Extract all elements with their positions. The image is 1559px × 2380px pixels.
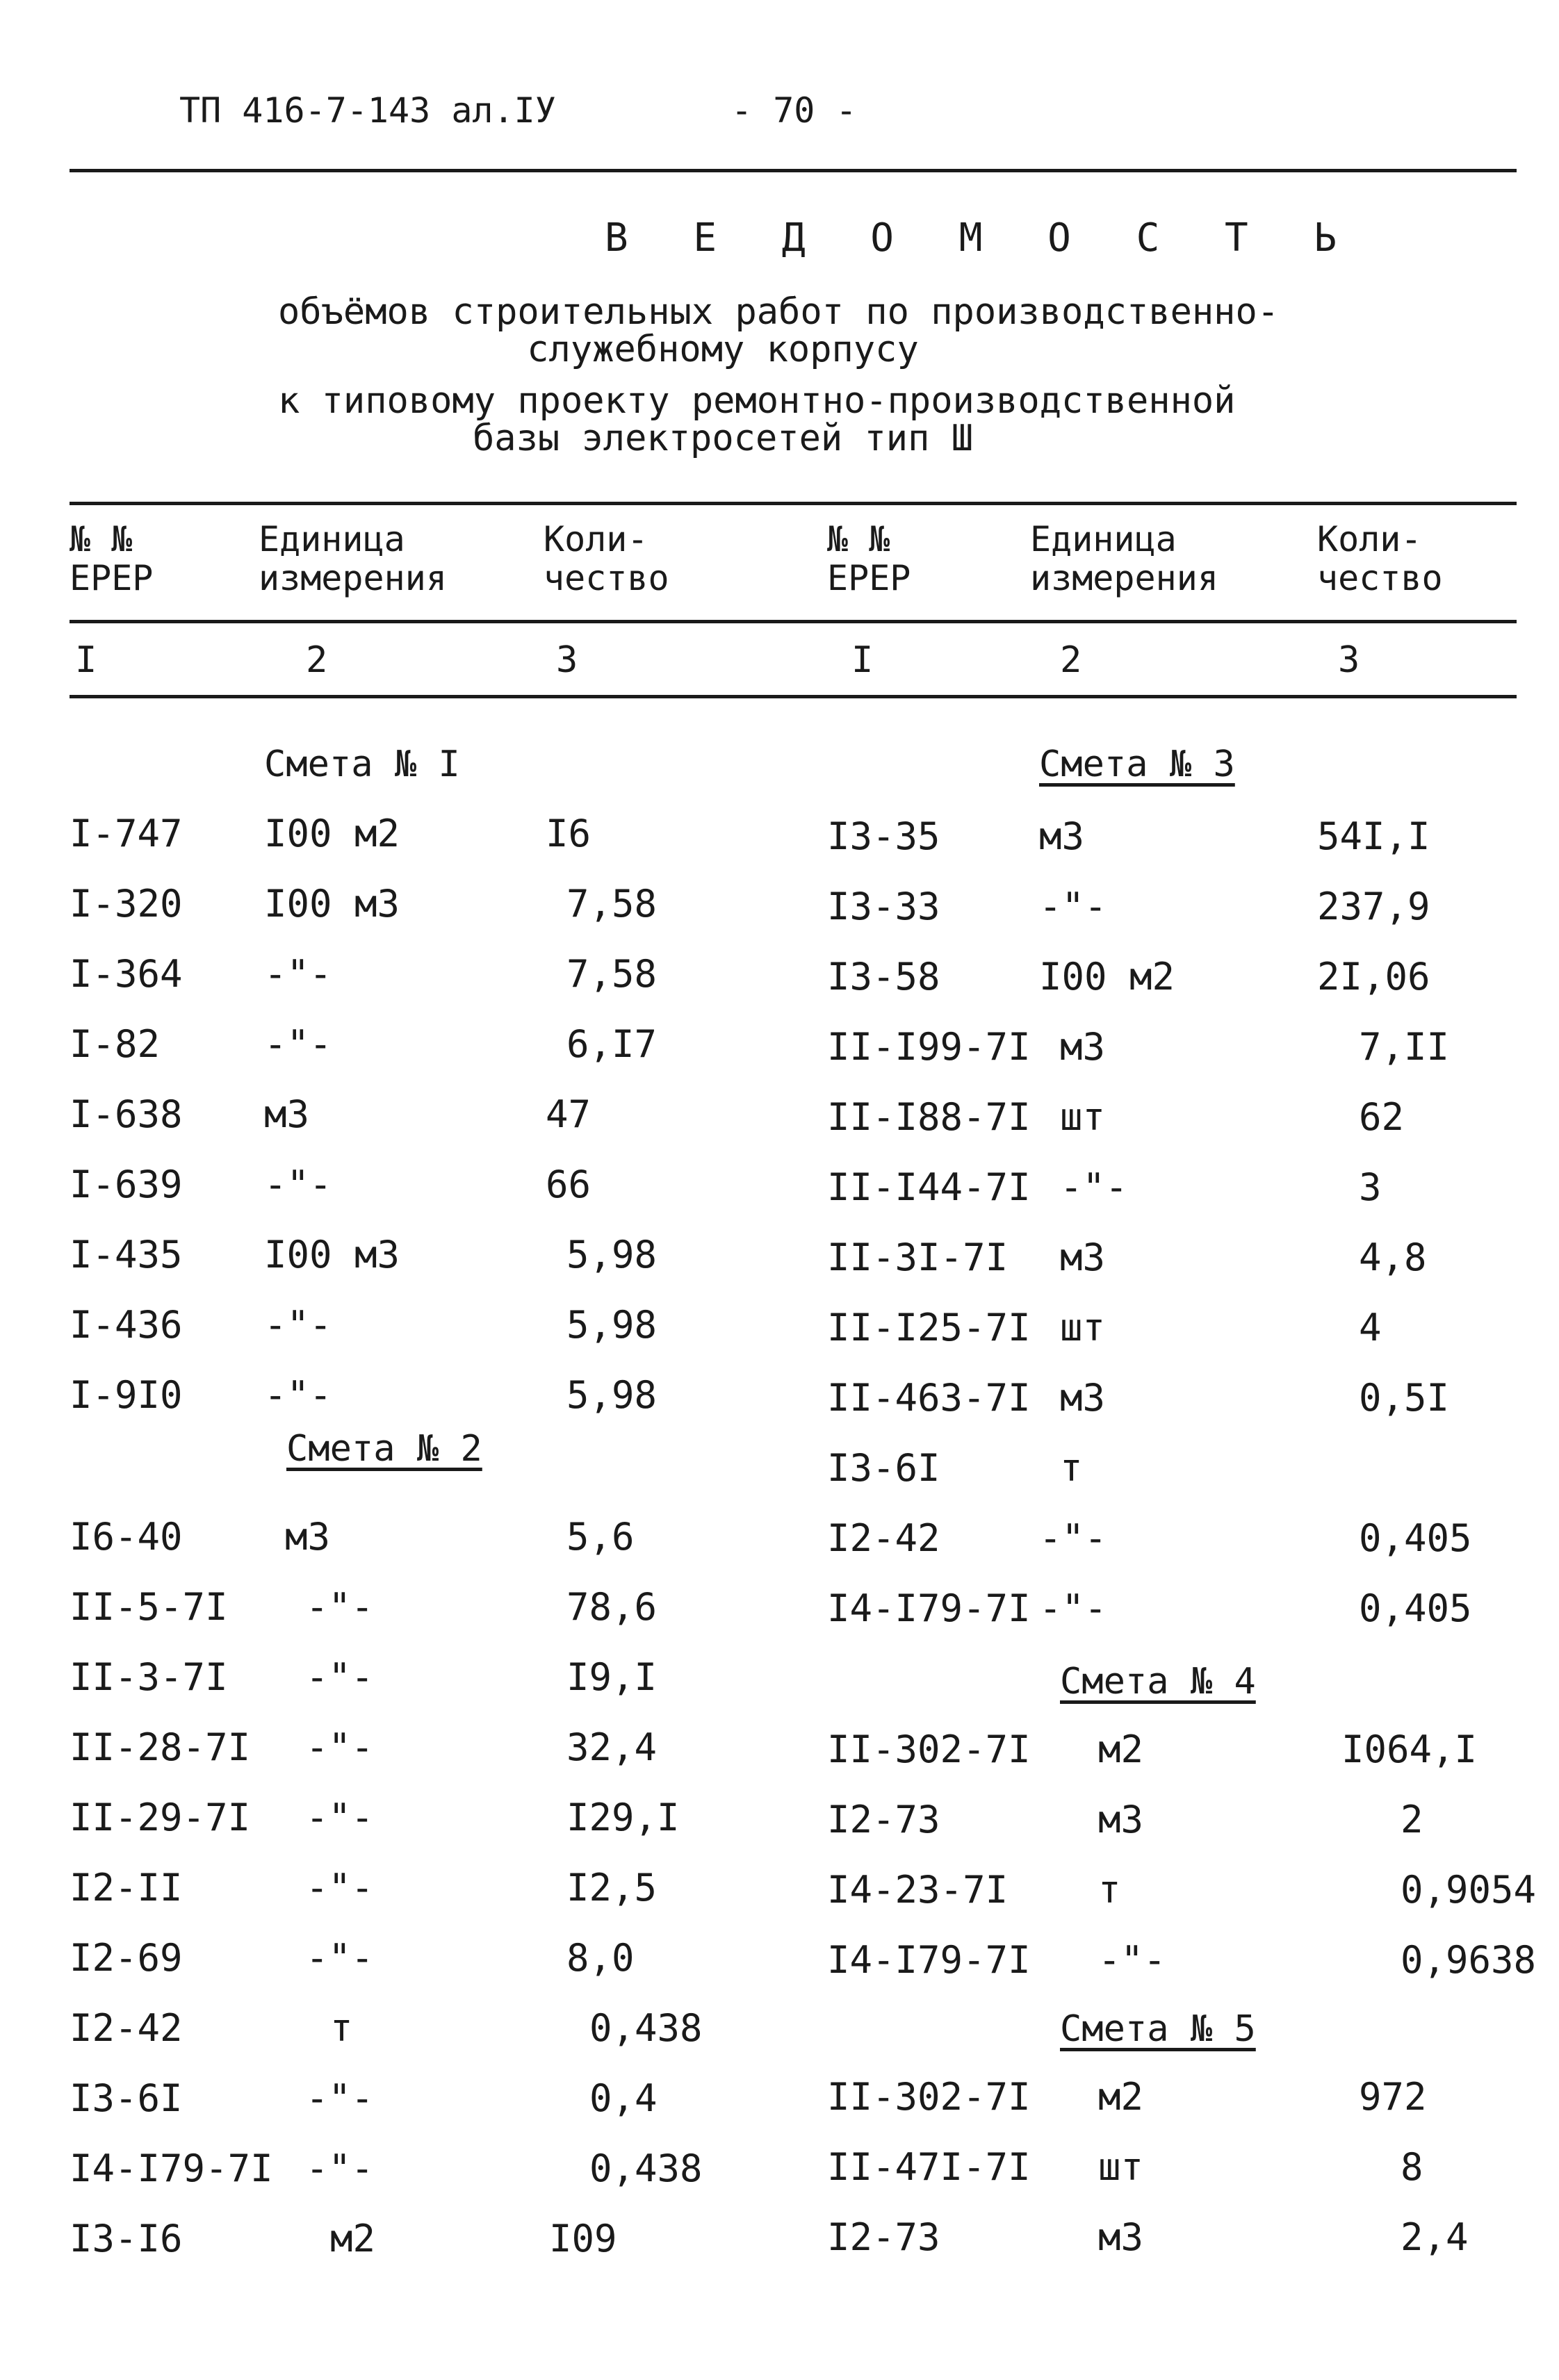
table-cell-erer: I3-33 [827, 885, 940, 928]
table-cell-erer: II-I99-7I [827, 1025, 1031, 1069]
table-cell-quantity: 7,II [1359, 1025, 1450, 1069]
page-number: - 70 - [731, 90, 857, 131]
table-cell-erer: II-I25-7I [827, 1306, 1031, 1349]
table-cell-unit: -"- [1039, 1586, 1107, 1630]
table-cell-erer: I2-42 [827, 1516, 940, 1560]
table-cell-unit: м3 [1098, 1798, 1144, 1841]
table-cell-erer: I-9I0 [70, 1373, 183, 1417]
table-cell-unit: -"- [264, 1303, 332, 1347]
table-cell-erer: I2-73 [827, 1798, 940, 1841]
table-cell-quantity: 0,9638 [1401, 1938, 1537, 1982]
table-cell-unit: м3 [1060, 1376, 1106, 1420]
table-cell-quantity: 4 [1359, 1306, 1382, 1349]
table-cell-quantity: 972 [1359, 2075, 1427, 2119]
table-cell-erer: I3-35 [827, 814, 940, 858]
column-number: 2 [1060, 639, 1082, 681]
table-cell-erer: II-28-7I [70, 1725, 251, 1769]
table-cell-erer: II-302-7I [827, 1727, 1031, 1771]
table-cell-unit: -"- [306, 2147, 374, 2190]
section-title: Смета № I [264, 744, 460, 785]
table-cell-erer: I-747 [70, 812, 183, 855]
table-cell-quantity: 0,405 [1359, 1516, 1472, 1560]
table-cell-erer: I-639 [70, 1163, 183, 1206]
subtitle-line-4: базы электросетей тип Ш [472, 418, 974, 459]
column-header-qty-right: Коли- чество [1317, 519, 1443, 598]
table-cell-quantity: 54I,I [1317, 814, 1430, 858]
table-cell-erer: I-435 [70, 1233, 183, 1277]
column-header-erer-right: № № ЕРЕР [827, 519, 911, 598]
table-cell-unit: м3 [1039, 814, 1085, 858]
section-title: Смета № 2 [286, 1428, 482, 1470]
table-cell-quantity: I9,I [566, 1655, 658, 1699]
table-cell-quantity: 5,98 [566, 1233, 658, 1277]
table-cell-quantity: I2,5 [566, 1866, 658, 1910]
table-cell-unit: I00 м3 [264, 882, 400, 926]
table-cell-erer: II-3-7I [70, 1655, 228, 1699]
column-header-qty-left: Коли- чество [544, 519, 669, 598]
table-cell-unit: м3 [285, 1515, 331, 1559]
table-cell-unit: м3 [1098, 2215, 1144, 2259]
table-cell-erer: I3-I6 [70, 2217, 183, 2260]
table-cell-unit: -"- [264, 1163, 332, 1206]
table-cell-quantity: 78,6 [566, 1585, 658, 1629]
table-cell-erer: I-436 [70, 1303, 183, 1347]
table-cell-unit: I00 м2 [1039, 955, 1175, 999]
table-cell-unit: т [1060, 1446, 1083, 1490]
table-cell-quantity: 5,6 [566, 1515, 635, 1559]
table-cell-erer: II-463-7I [827, 1376, 1031, 1420]
table-cell-unit: м2 [1098, 1727, 1144, 1771]
column-header-unit-left: Единица измерения [259, 519, 447, 598]
table-cell-unit: м2 [1098, 2075, 1144, 2119]
subtitle-line-3: к типовому проекту ремонтно-производственной [278, 380, 1236, 422]
table-cell-erer: I2-42 [70, 2006, 183, 2050]
table-cell-unit: -"- [306, 1796, 374, 1839]
column-number-rule [70, 695, 1517, 698]
table-cell-quantity: 66 [546, 1163, 591, 1206]
document-code: ТП 416-7-143 ал.IУ [179, 90, 556, 131]
table-cell-quantity: 0,4 [589, 2076, 658, 2120]
table-cell-unit: -"- [306, 1936, 374, 1980]
table-cell-unit: -"- [1039, 885, 1107, 928]
table-cell-quantity: 2 [1401, 1798, 1423, 1841]
section-title: Смета № 5 [1060, 2008, 1256, 2050]
table-cell-unit: -"- [1098, 1938, 1166, 1982]
table-cell-unit: т [330, 2006, 353, 2050]
column-number: 2 [306, 639, 328, 681]
table-cell-quantity: 0,9054 [1401, 1868, 1537, 1912]
table-cell-unit: м2 [330, 2217, 376, 2260]
table-cell-unit: шт [1098, 2145, 1144, 2189]
table-cell-unit: -"- [306, 1655, 374, 1699]
table-cell-quantity: 0,438 [589, 2006, 703, 2050]
section-title: Смета № 4 [1060, 1661, 1256, 1702]
table-cell-erer: II-3I-7I [827, 1236, 1009, 1279]
table-cell-unit: -"- [306, 1585, 374, 1629]
column-number: 3 [1338, 639, 1360, 681]
column-header-unit-right: Единица измерения [1030, 519, 1218, 598]
table-cell-quantity: 237,9 [1317, 885, 1430, 928]
table-cell-erer: I3-6I [70, 2076, 183, 2120]
column-number: 3 [556, 639, 578, 681]
table-cell-quantity: I064,I [1341, 1727, 1478, 1771]
table-cell-quantity: 7,58 [566, 952, 658, 996]
table-cell-quantity: 4,8 [1359, 1236, 1427, 1279]
table-cell-erer: I4-I79-7I [827, 1586, 1031, 1630]
table-cell-unit: -"- [1039, 1516, 1107, 1560]
header-rule [70, 169, 1517, 172]
subtitle-line-1: объёмов строительных работ по производственно- [278, 291, 1280, 333]
table-cell-erer: I3-6I [827, 1446, 940, 1490]
table-cell-unit: м3 [1060, 1236, 1106, 1279]
table-cell-unit: -"- [264, 1373, 332, 1417]
table-cell-quantity: 8 [1401, 2145, 1423, 2189]
table-cell-unit: т [1098, 1868, 1121, 1912]
table-cell-erer: II-I44-7I [827, 1165, 1031, 1209]
table-cell-quantity: 32,4 [566, 1725, 658, 1769]
table-cell-erer: I-82 [70, 1022, 161, 1066]
table-cell-erer: II-47I-7I [827, 2145, 1031, 2189]
table-cell-quantity: I29,I [566, 1796, 680, 1839]
table-cell-erer: I4-23-7I [827, 1868, 1009, 1912]
table-cell-quantity: 6,I7 [566, 1022, 658, 1066]
table-cell-unit: -"- [306, 1725, 374, 1769]
table-cell-erer: I-638 [70, 1092, 183, 1136]
table-cell-erer: I-320 [70, 882, 183, 926]
table-cell-erer: II-29-7I [70, 1796, 251, 1839]
table-cell-unit: -"- [264, 952, 332, 996]
table-cell-erer: I2-69 [70, 1936, 183, 1980]
table-cell-erer: I2-II [70, 1866, 183, 1910]
table-cell-quantity: 2I,06 [1317, 955, 1430, 999]
table-cell-quantity: 0,405 [1359, 1586, 1472, 1630]
table-cell-quantity: 8,0 [566, 1936, 635, 1980]
table-cell-unit: шт [1060, 1095, 1106, 1139]
table-cell-quantity: 3 [1359, 1165, 1382, 1209]
table-cell-quantity: 62 [1359, 1095, 1405, 1139]
table-cell-erer: II-5-7I [70, 1585, 228, 1629]
table-top-rule [70, 502, 1517, 505]
table-cell-erer: II-I88-7I [827, 1095, 1031, 1139]
table-cell-unit: шт [1060, 1306, 1106, 1349]
table-cell-unit: I00 м3 [264, 1233, 400, 1277]
table-cell-erer: I4-I79-7I [827, 1938, 1031, 1982]
table-cell-erer: I3-58 [827, 955, 940, 999]
column-header-rule [70, 620, 1517, 623]
table-cell-unit: -"- [1060, 1165, 1128, 1209]
table-cell-erer: I2-73 [827, 2215, 940, 2259]
table-cell-quantity: I6 [546, 812, 591, 855]
table-cell-quantity: 2,4 [1401, 2215, 1469, 2259]
table-cell-erer: I-364 [70, 952, 183, 996]
table-cell-unit: -"- [306, 1866, 374, 1910]
table-cell-quantity: 5,98 [566, 1303, 658, 1347]
table-cell-erer: I6-40 [70, 1515, 183, 1559]
table-cell-unit: I00 м2 [264, 812, 400, 855]
column-number: I [75, 639, 97, 681]
column-number: I [851, 639, 874, 681]
table-cell-erer: II-302-7I [827, 2075, 1031, 2119]
table-cell-unit: м3 [264, 1092, 310, 1136]
table-cell-quantity: 47 [546, 1092, 591, 1136]
table-cell-quantity: 0,438 [589, 2147, 703, 2190]
table-cell-quantity: I09 [549, 2217, 617, 2260]
column-header-erer-left: № № ЕРЕР [70, 519, 154, 598]
table-cell-quantity: 5,98 [566, 1373, 658, 1417]
document-title: В Е Д О М О С Т Ь [605, 215, 1358, 261]
table-cell-unit: -"- [264, 1022, 332, 1066]
table-cell-quantity: 0,5I [1359, 1376, 1450, 1420]
table-cell-quantity: 7,58 [566, 882, 658, 926]
table-cell-unit: м3 [1060, 1025, 1106, 1069]
subtitle-line-2: служебному корпусу [527, 329, 919, 370]
table-cell-erer: I4-I79-7I [70, 2147, 273, 2190]
table-cell-unit: -"- [306, 2076, 374, 2120]
section-title: Смета № 3 [1039, 744, 1235, 785]
